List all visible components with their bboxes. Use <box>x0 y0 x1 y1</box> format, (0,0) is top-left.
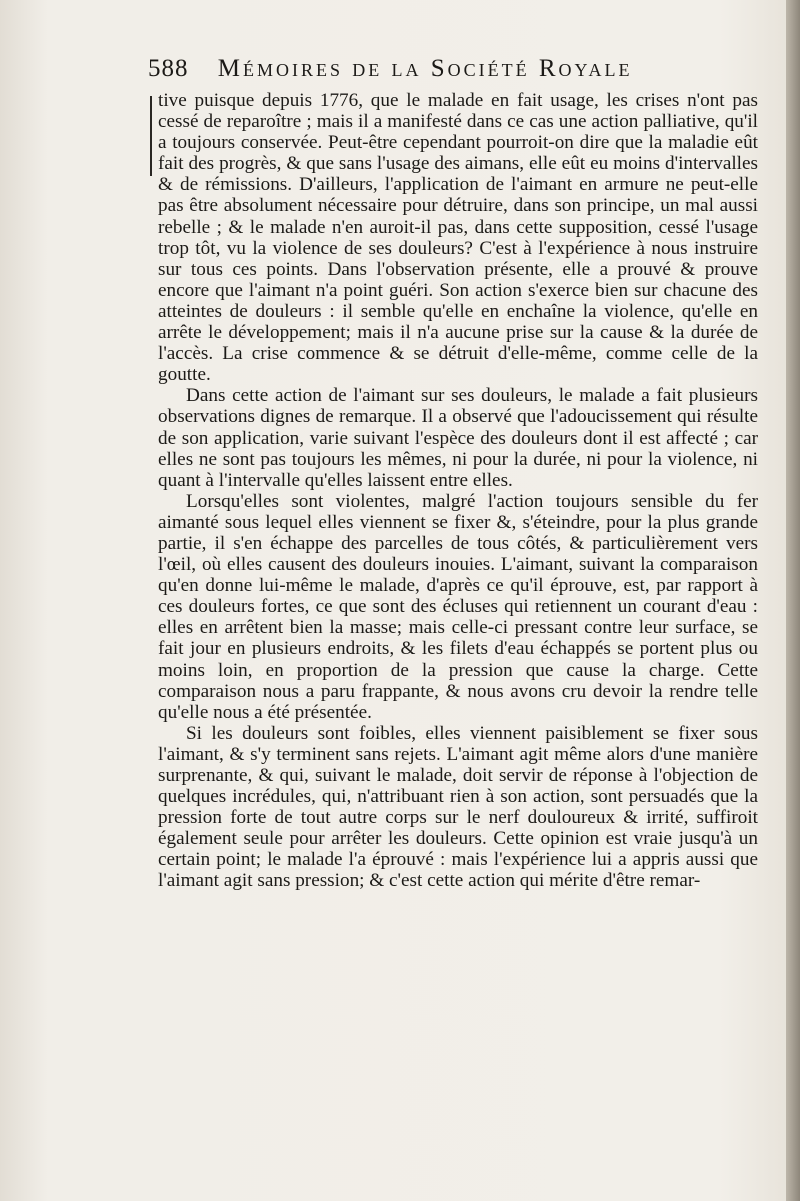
page-number: 588 <box>148 55 189 82</box>
paragraph-continuation: tive puisque depuis 1776, que le malade en fait usage, les crises n'ont pas cessé de reparoître ; mais il a manifesté dans ce cas une action palliative, qu'il a toujours conservée. Peut-être cependant pourroit-on dire que la maladie eût fait des progrès, & que sans l'usage des aimans, elle eût eu moins d'intervalles & de rémissions. D'ailleurs, l'application de l'aimant en armure ne peut-elle pas être absolument nécessaire pour détruire, dans son principe, un mal aussi rebelle ; & le malade n'en auroit-il pas, dans cette supposition, cessé l'usage trop tôt, vu la violence de ses douleurs? C'est à l'expérience à nous instruire sur tous ces points. Dans l'observation présente, elle a prouvé & prouve encore que l'aimant n'a point guéri. Son action s'exerce bien sur chacune des atteintes de douleurs : il semble qu'elle en enchaîne la violence, qu'elle en arrête le développement; mais il n'a aucune prise sur la cause & la durée de l'accès. La crise commence & se détruit d'elle-même, comme celle de la goutte. <box>158 90 758 386</box>
book-spine-edge <box>786 0 800 1201</box>
body-text <box>158 90 758 892</box>
running-title: Mémoires de la Société Royale <box>217 55 633 82</box>
paragraph-observations: Dans cette action de l'aimant sur ses douleurs, le malade a fait plusieurs observations dignes de remarque. Il a observé que l'adoucissement qui résulte de son application, varie suivant l'espèce des douleurs dont il est affecté ; car elles ne sont pas toujours les mêmes, ni pour la durée, ni pour la violence, ni quant à l'intervalle qu'elles laissent entre elles. <box>158 385 758 491</box>
paragraph-violent-pains: Lorsqu'elles sont violentes, malgré l'action toujours sensible du fer aimanté sous lequel elles viennent se fixer &, s'éteindre, pour la plus grande partie, il s'en échappe des parcelles de tous côtés, & particulièrement vers l'œil, où elles causent des douleurs inouies. L'aimant, suivant la comparaison qu'en donne lui-même le malade, d'après ce qu'il éprouve, est, par rapport à ces douleurs fortes, ce que sont des écluses qui retiennent un courant d'eau : elles en arrêtent bien la masse; mais celle-ci pressant contre leur surface, se fait jour en plusieurs endroits, & les filets d'eau échappés se portent plus ou moins loin, en proportion de la pression que cause la charge. Cette comparaison nous a paru frappante, & nous avons cru devoir la rendre telle qu'elle nous a été présentée. <box>158 490 758 723</box>
paragraph-weak-pains: Si les douleurs sont foibles, elles viennent paisiblement se fixer sous l'aimant, & s'y terminent sans rejets. L'aimant agit même alors d'une manière surprenante, & qui, suivant le malade, doit servir de réponse à l'objection de quelques incrédules, qui, n'attribuant rien à son action, sont persuadés que la pression forte de tout autre corps sur le nerf douloureux & irrité, suffiroit également seule pour arrêter les douleurs. Cette opinion est vraie jusqu'à un certain point; le malade l'a éprouvé : mais l'expérience lui a appris aussi que l'aimant agit sans pression; & c'est cette action qui mérite d'être remar- <box>158 722 758 892</box>
running-header <box>148 55 748 91</box>
margin-bracket-mark <box>150 96 155 176</box>
